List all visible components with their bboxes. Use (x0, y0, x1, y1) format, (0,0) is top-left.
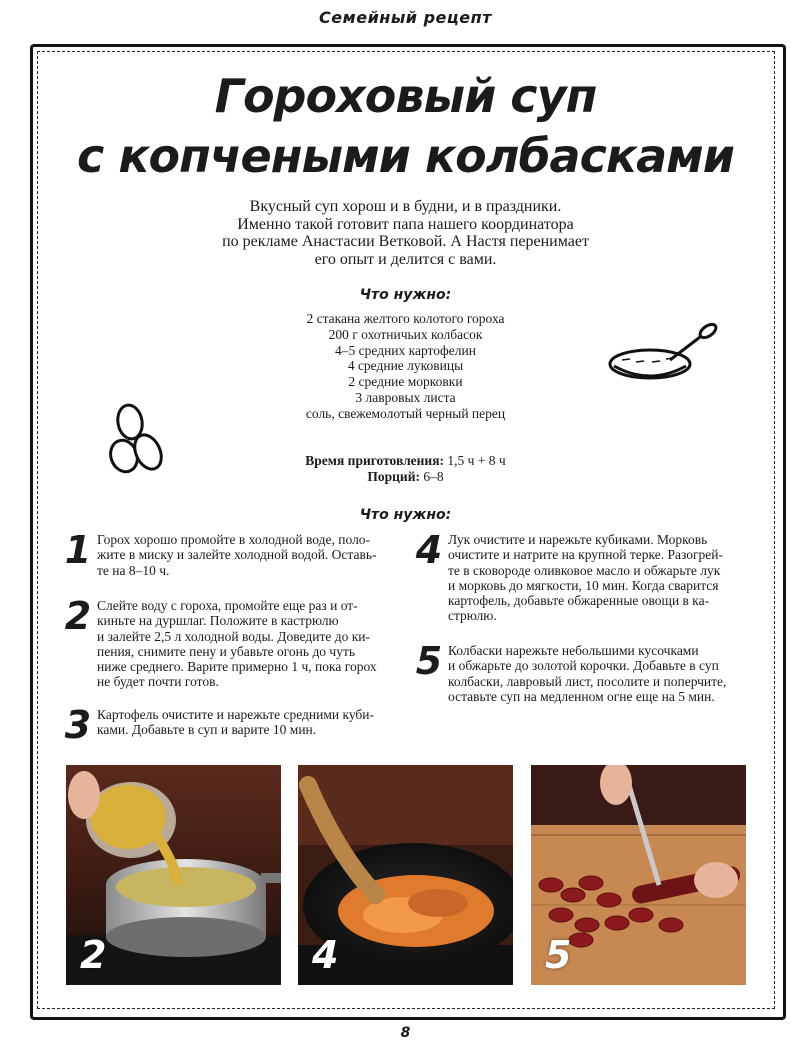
page-number: 8 (400, 1025, 411, 1041)
step-line: и морковь до мягкости, 10 мин. Когда сварится (448, 577, 719, 593)
step-5-photo (531, 765, 746, 985)
intro-line: Вкусный суп хорош и в будни, и в праздники. (249, 198, 562, 215)
section-label: Семейный рецепт (319, 8, 492, 27)
ingredients-list (230, 311, 581, 422)
intro-paragraph (160, 198, 651, 268)
intro-line: его опыт и делится с вами. (314, 250, 497, 268)
ingredient-item: 4–5 средних картофелин (335, 342, 476, 358)
step-line: ками. Добавьте в суп и варите 10 мин. (97, 722, 317, 738)
step-line: стрюлю. (448, 608, 497, 624)
photo-step-label: 4 (312, 933, 339, 977)
step-5 (415, 639, 753, 704)
photo-step-label: 2 (80, 933, 107, 977)
ingredient-item: 2 стакана желтого колотого гороха (306, 311, 505, 326)
step-line: Колбаски нарежьте небольшими кусочками (448, 643, 699, 658)
recipe-title (0, 66, 811, 186)
step-2 (64, 594, 397, 690)
step-3 (64, 703, 397, 747)
title-line-2: с копчеными колбасками (77, 129, 734, 183)
intro-line: Именно такой готовит папа нашего координатора (237, 215, 574, 233)
servings-label: Порций: (367, 469, 420, 484)
servings (230, 469, 581, 485)
step-line: колбаски, лавровый лист, посолите и поперчите, (448, 673, 727, 689)
step-line: картофель, добавьте обжаренные овощи в ка- (448, 593, 710, 609)
step-line: Горох хорошо промойте в холодной воде, поло- (97, 532, 371, 547)
title-line-1: Гороховый суп (214, 69, 597, 123)
step-line: Слейте воду с гороха, промойте еще раз и от- (97, 598, 358, 613)
step-line: те на 8–10 ч. (97, 562, 170, 578)
step-number: 3 (64, 703, 92, 747)
step-line: не будет почти готов. (97, 674, 219, 690)
ingredient-item: 2 средние морковки (348, 374, 463, 390)
step-1 (64, 528, 397, 578)
potatoes-illustration (104, 402, 168, 476)
step-number: 1 (64, 528, 92, 572)
step-line: и обжарьте до золотой корочки. Добавьте в суп (448, 658, 719, 674)
step-2-photo (66, 765, 281, 985)
cooking-time (230, 453, 581, 469)
step-line: Лук очистите и нарежьте кубиками. Морковь (448, 532, 708, 547)
soup-bowl-illustration (604, 322, 722, 388)
step-number: 4 (415, 528, 443, 572)
step-line: киньте на дуршлаг. Положите в кастрюлю (97, 613, 339, 629)
step-4 (415, 528, 753, 624)
ingredient-item: 4 средние луковицы (347, 358, 464, 374)
step-4-photo (298, 765, 513, 985)
cooking-time-label: Время приготовления: (305, 453, 444, 468)
step-line: жите в миску и залейте холодной водой. Оставь- (97, 547, 377, 563)
step-line: и залейте 2,5 л холодной воды. Доведите до ки- (97, 628, 371, 644)
step-line: пения, снимите пену и убавьте огонь до чуть (97, 643, 356, 659)
photo-step-label: 5 (545, 933, 572, 977)
ingredient-item: 3 лавровых листа (355, 389, 456, 405)
step-number: 2 (64, 594, 92, 638)
steps-heading: Что нужно: (359, 507, 452, 523)
step-line: Картофель очистите и нарежьте средними куби- (97, 707, 375, 722)
servings-value: 6–8 (423, 469, 444, 484)
step-line: ниже среднего. Варите примерно 1 ч, пока горох (97, 659, 377, 675)
ingredient-item: соль, свежемолотый черный перец (305, 405, 506, 421)
ingredient-item: 200 г охотничьих колбасок (328, 326, 483, 342)
step-line: очистите и натрите на крупной терке. Разогрей- (448, 547, 723, 563)
ingredients-heading: Что нужно: (359, 287, 452, 303)
intro-line: по рекламе Анастасии Ветковой. А Настя перенимает (222, 233, 589, 250)
step-number: 5 (415, 639, 443, 683)
step-line: те в сковороде оливковое масло и обжарьте лук (448, 562, 721, 578)
step-line: оставьте суп на медленном огне еще на 5 мин. (448, 688, 715, 704)
cooking-time-value: 1,5 ч + 8 ч (447, 453, 506, 468)
